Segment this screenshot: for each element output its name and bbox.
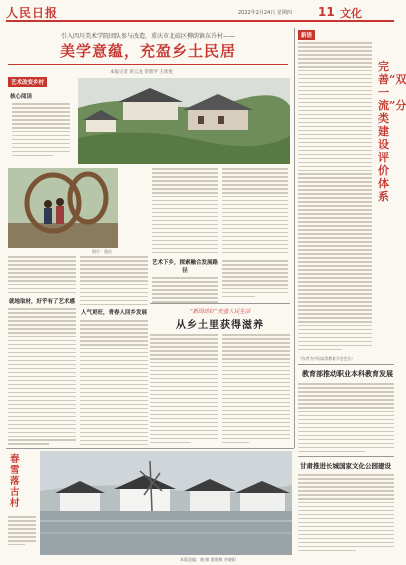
feature-headline: 从乡土里获得滋养 (176, 320, 264, 331)
snow-village-photo (40, 451, 292, 555)
bottom-rule (6, 448, 294, 449)
lead-subhead-1: 就地取材，好乎有了艺术感 (8, 299, 75, 305)
column-divider (294, 28, 295, 448)
photo-caption: 图片：重庆 (92, 249, 112, 254)
news-2-rule (298, 456, 394, 457)
bottom-vertical-title: 春雪落古村 (10, 454, 20, 509)
section-tag: 艺术改变乡村 (8, 77, 47, 87)
newspaper-logo: 人民日报 (6, 6, 59, 20)
lead-column-4a (222, 168, 288, 256)
lead-column-4b (222, 260, 288, 300)
sidebar-tag: 新语 (298, 30, 315, 40)
village-photo-image (78, 78, 290, 164)
core-reading-tag: 核心阅读 (10, 94, 33, 100)
lead-column-2a (80, 256, 148, 308)
headline-rule (8, 64, 288, 65)
art-installation-image (8, 168, 118, 248)
issue-date: 2022年2月24日 星期四 (238, 10, 292, 16)
lead-column-2b (80, 320, 148, 451)
masthead (6, 4, 394, 22)
lead-column-3a (152, 168, 218, 256)
lead-column-1b (8, 308, 76, 447)
lead-byline: 本报记者 蒋云龙 常碧罗 王欣悦 (110, 70, 173, 75)
sidebar-title: 完善“双一流”分类建设评价体系 (378, 60, 406, 203)
page-number: 11 (318, 5, 335, 19)
lead-subhead-3: 艺术下乡，探索融合发展路径 (152, 260, 219, 274)
news-1-headline: 教育部推动职业本科教育发展 (302, 370, 393, 378)
art-installation-photo (8, 168, 118, 248)
lead-column-3b (152, 277, 218, 305)
sidebar-text (298, 42, 372, 353)
snow-village-image (40, 451, 292, 555)
core-reading-text (12, 103, 70, 159)
feature-kicker: “新国动钉”充盈人民生活 (189, 309, 251, 315)
feature-column-1 (150, 334, 218, 446)
lead-headline: 美学意蕴，充盈乡土民居 (59, 42, 236, 60)
news-1-text (298, 383, 394, 455)
village-photo (78, 78, 290, 164)
section-name: 文化 (340, 7, 362, 20)
page-credits: 本版责编：谢 雁 贾维敏 李晓阳 (180, 557, 236, 562)
lead-column-1a (8, 256, 76, 296)
lead-subhead-2: 人气更旺，青春人回乡发展 (80, 310, 147, 316)
feature-top-rule (150, 303, 290, 304)
news-2-text (298, 474, 394, 554)
sidebar-note: （作者为中国高等教育学会会长） (298, 356, 355, 361)
feature-column-2 (222, 334, 290, 446)
lead-kicker: 引入四川美术学院团队参与改造，重庆市北碚区柳荫镇东升村—— (60, 33, 235, 40)
bottom-photo-text (8, 516, 36, 548)
news-1-rule (298, 364, 394, 365)
news-2-headline: 甘肃推进长城国家文化公园建设 (300, 462, 391, 470)
